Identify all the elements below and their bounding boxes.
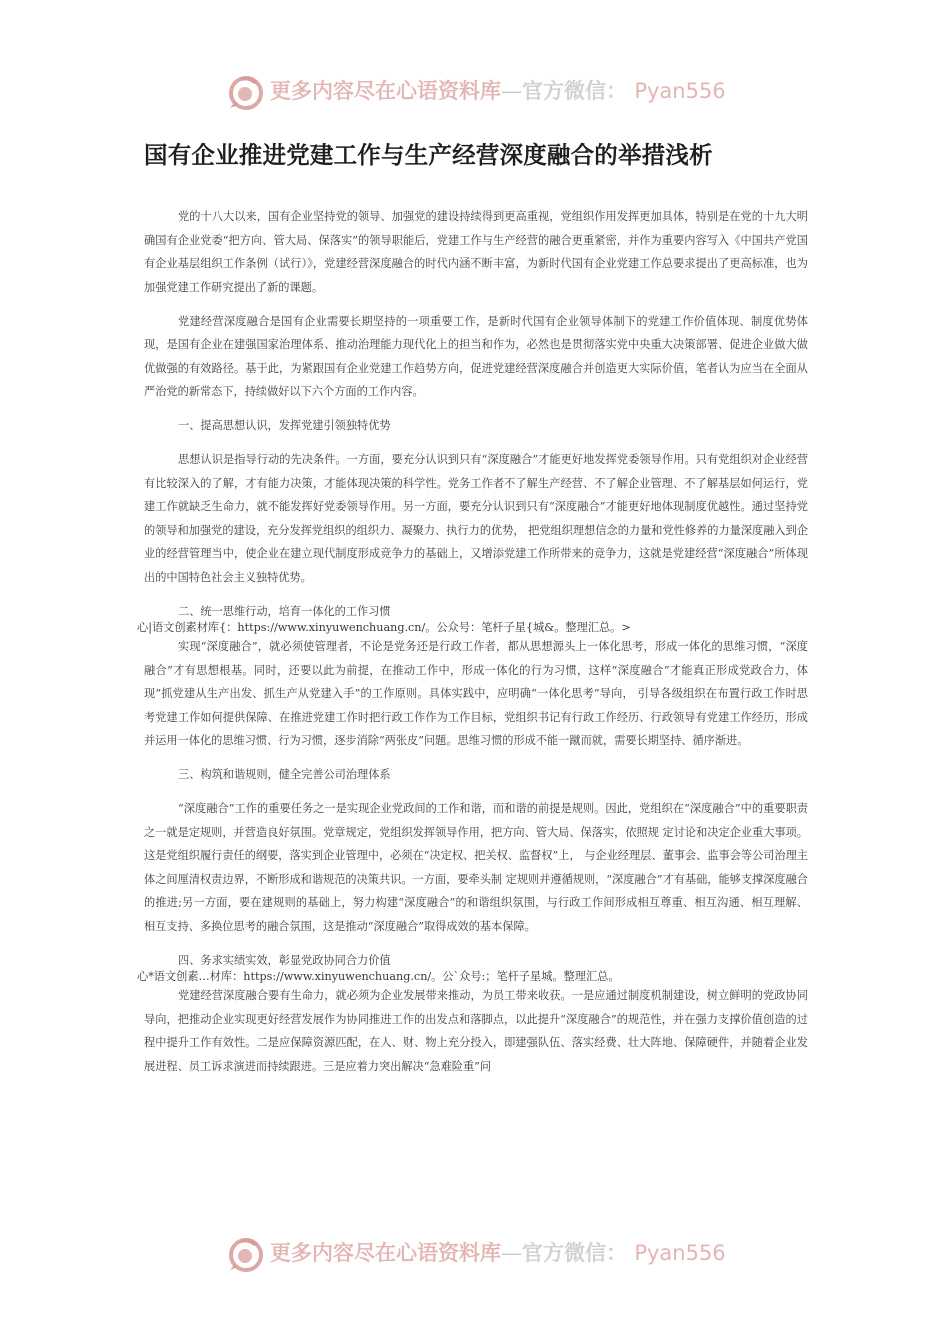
banner-official-label: 官方微信：	[522, 78, 627, 103]
watermark-line: 心*语文创素…材库：https://www.xinyuwenchuang.cn/。公`众号:；笔杆子星城。整理汇总。	[137, 970, 620, 983]
footer-banner	[0, 1232, 950, 1276]
paragraph: 党建经营深度融合是国有企业需要长期坚持的一项重要工作，是新时代国有企业领导体制下的党建工作价值体现、制度优势体现，是国有企业在建强国家治理体系、推动治理能力现代化上的担当和作为，必然也是贯彻落实党中央重大决策部署、促进企业做大做优做强的有效路径。基于此，为紧跟国有企业党建工作趋势方向，促进党建经营深度融合并创造更大实际价值，笔者认为应当在全面从严治党的新常态下，持续做好以下六个方面的工作内容。	[144, 314, 808, 398]
header-banner	[0, 70, 950, 114]
paragraph: 思想认识是指导行动的先决条件。一方面，要充分认识到只有“深度融合”才能更好地发挥党委领导作用。只有党组织对企业经营有比较深入的了解，才有能力决策，才能体现决策的科学性。党务工作者不了解生产经营、不了解企业管理、不了解基层如何运行，党建工作就缺乏生命力，就不能发挥好党委领导作用。另一方面，要充分认识到只有“深度融合”才能更好地体现制度优越性。通过坚持党的领导和加强党的建设，充分发挥党组织的组织力、凝聚力、执行力的优势， 把党组织理想信念的力量和党性修养的力量深度融入到企业的经营管理当中，使企业在建立现代制度形成竞争力的基础上，又增添党建工作所带来的竞争力，这就是党建经营“深度融合”所体现出的中国特色社会主义独特优势。	[144, 453, 808, 584]
banner-official-label: 官方微信：	[522, 1240, 627, 1265]
banner-dash: —	[501, 79, 522, 103]
brand-logo-icon	[226, 72, 266, 112]
banner-text	[270, 76, 726, 106]
paragraph: 实现“深度融合”，就必须使管理者，不论是党务还是行政工作者，都从思想源头上一体化思考，形成一体化的思维习惯，“深度融合”才有思想根基。同时，还要以此为前提，在推动工作中，形成一体化的行为习惯，这样“深度融合”才能真正形成党政合力，体现“抓党建从生产出发、抓生产从党建入手”的工作原则。具体实践中，应明确“一体化思考”导向， 引导各级组织在布置行政工作时思考党建工作如何提供保障、在推进党建工作时把行政工作作为工作目标，党组织书记有行政工作经历、行政领导有党建工作经历，形成并运用一体化的思维习惯、行为习惯，逐步消除“两张皮”问题。思维习惯的形成不能一蹴而就，需要长期坚持、循序渐进。	[144, 640, 808, 747]
paragraph: 党的十八大以来，国有企业坚持党的领导、加强党的建设持续得到更高重视，党组织作用发挥更加具体，特别是在党的十九大明确国有企业党委“把方向、管大局、保落实”的领导职能后，党建工作与生产经营的融合更重紧密，并作为重要内容写入《中国共产党国有企业基层组织工作条例（试行）》，党建经营深度融合的时代内涵不断丰富，为新时代国有企业党建工作总要求提出了更高标准，也为加强党建工作研究提出了新的课题。	[144, 210, 808, 294]
banner-text	[270, 1238, 726, 1268]
paragraph: 党建经营深度融合要有生命力，就必须为企业发展带来推动，为员工带来收获。一是应通过制度机制建设，树立鲜明的党政协同导向，把推动企业实现更好经营发展作为协同推进工作的出发点和落脚点，以此提升“深度融合”的规范性，并在强力支撑价值创造的过程中提升工作有效性。二是应保障资源匹配，在人、财、物上充分投入，即建强队伍、落实经费、壮大阵地、保障硬件，并随着企业发展进程、员工诉求演进而持续跟进。三是应着力突出解决“急难险重”问	[144, 989, 808, 1073]
banner-library-name: 更多内容尽在心语资料库	[270, 78, 501, 103]
banner-wechat-id: Pyan556	[634, 79, 726, 103]
section-heading: 一、提高思想认识，发挥党建引领独特优势	[178, 419, 391, 432]
article-body	[137, 205, 808, 1089]
banner-wechat-id: Pyan556	[634, 1241, 726, 1265]
watermark-line: 心|语文创素材库{：https://www.xinyuwenchuang.cn/。公众号：笔杆子星{城&。整理汇总。>	[137, 621, 631, 634]
section-heading: 二、统一思维行动，培育一体化的工作习惯	[178, 604, 391, 618]
section-heading: 三、构筑和谐规则，健全完善公司治理体系	[178, 768, 391, 781]
section-heading: 四、务求实绩实效，彰显党政协同合力价值	[178, 953, 391, 967]
brand-logo-icon	[226, 1234, 266, 1274]
banner-dash: —	[501, 1241, 522, 1265]
page-title: 国有企业推进党建工作与生产经营深度融合的举措浅析	[144, 141, 713, 169]
paragraph: “深度融合”工作的重要任务之一是实现企业党政间的工作和谐，而和谐的前提是规则。因此，党组织在“深度融合”中的重要职责之一就是定规则，并营造良好氛围。党章规定，党组织发挥领导作用，把方向、管大局、保落实，依照规 定讨论和决定企业重大事项。这是党组织履行责任的纲要，落实到企业管理中，必须在“决定权、把关权、监督权”上， 与企业经理层、董事会、监事会等公司治理主体之间厘清权责边界，不断形成和谐规范的决策共识。一方面，要牵头制 定规则并遵循规则，“深度融合”才有基础，能够支撑深度融合的推进;另一方面，要在建规则的基础上，努力构建“深度融合”的和谐组织氛围，与行政工作间形成相互尊重、相互沟通、相互理解、相互支持、多换位思考的融合氛围，这是推动“深度融合”取得成效的基本保障。	[144, 802, 808, 933]
banner-library-name: 更多内容尽在心语资料库	[270, 1240, 501, 1265]
